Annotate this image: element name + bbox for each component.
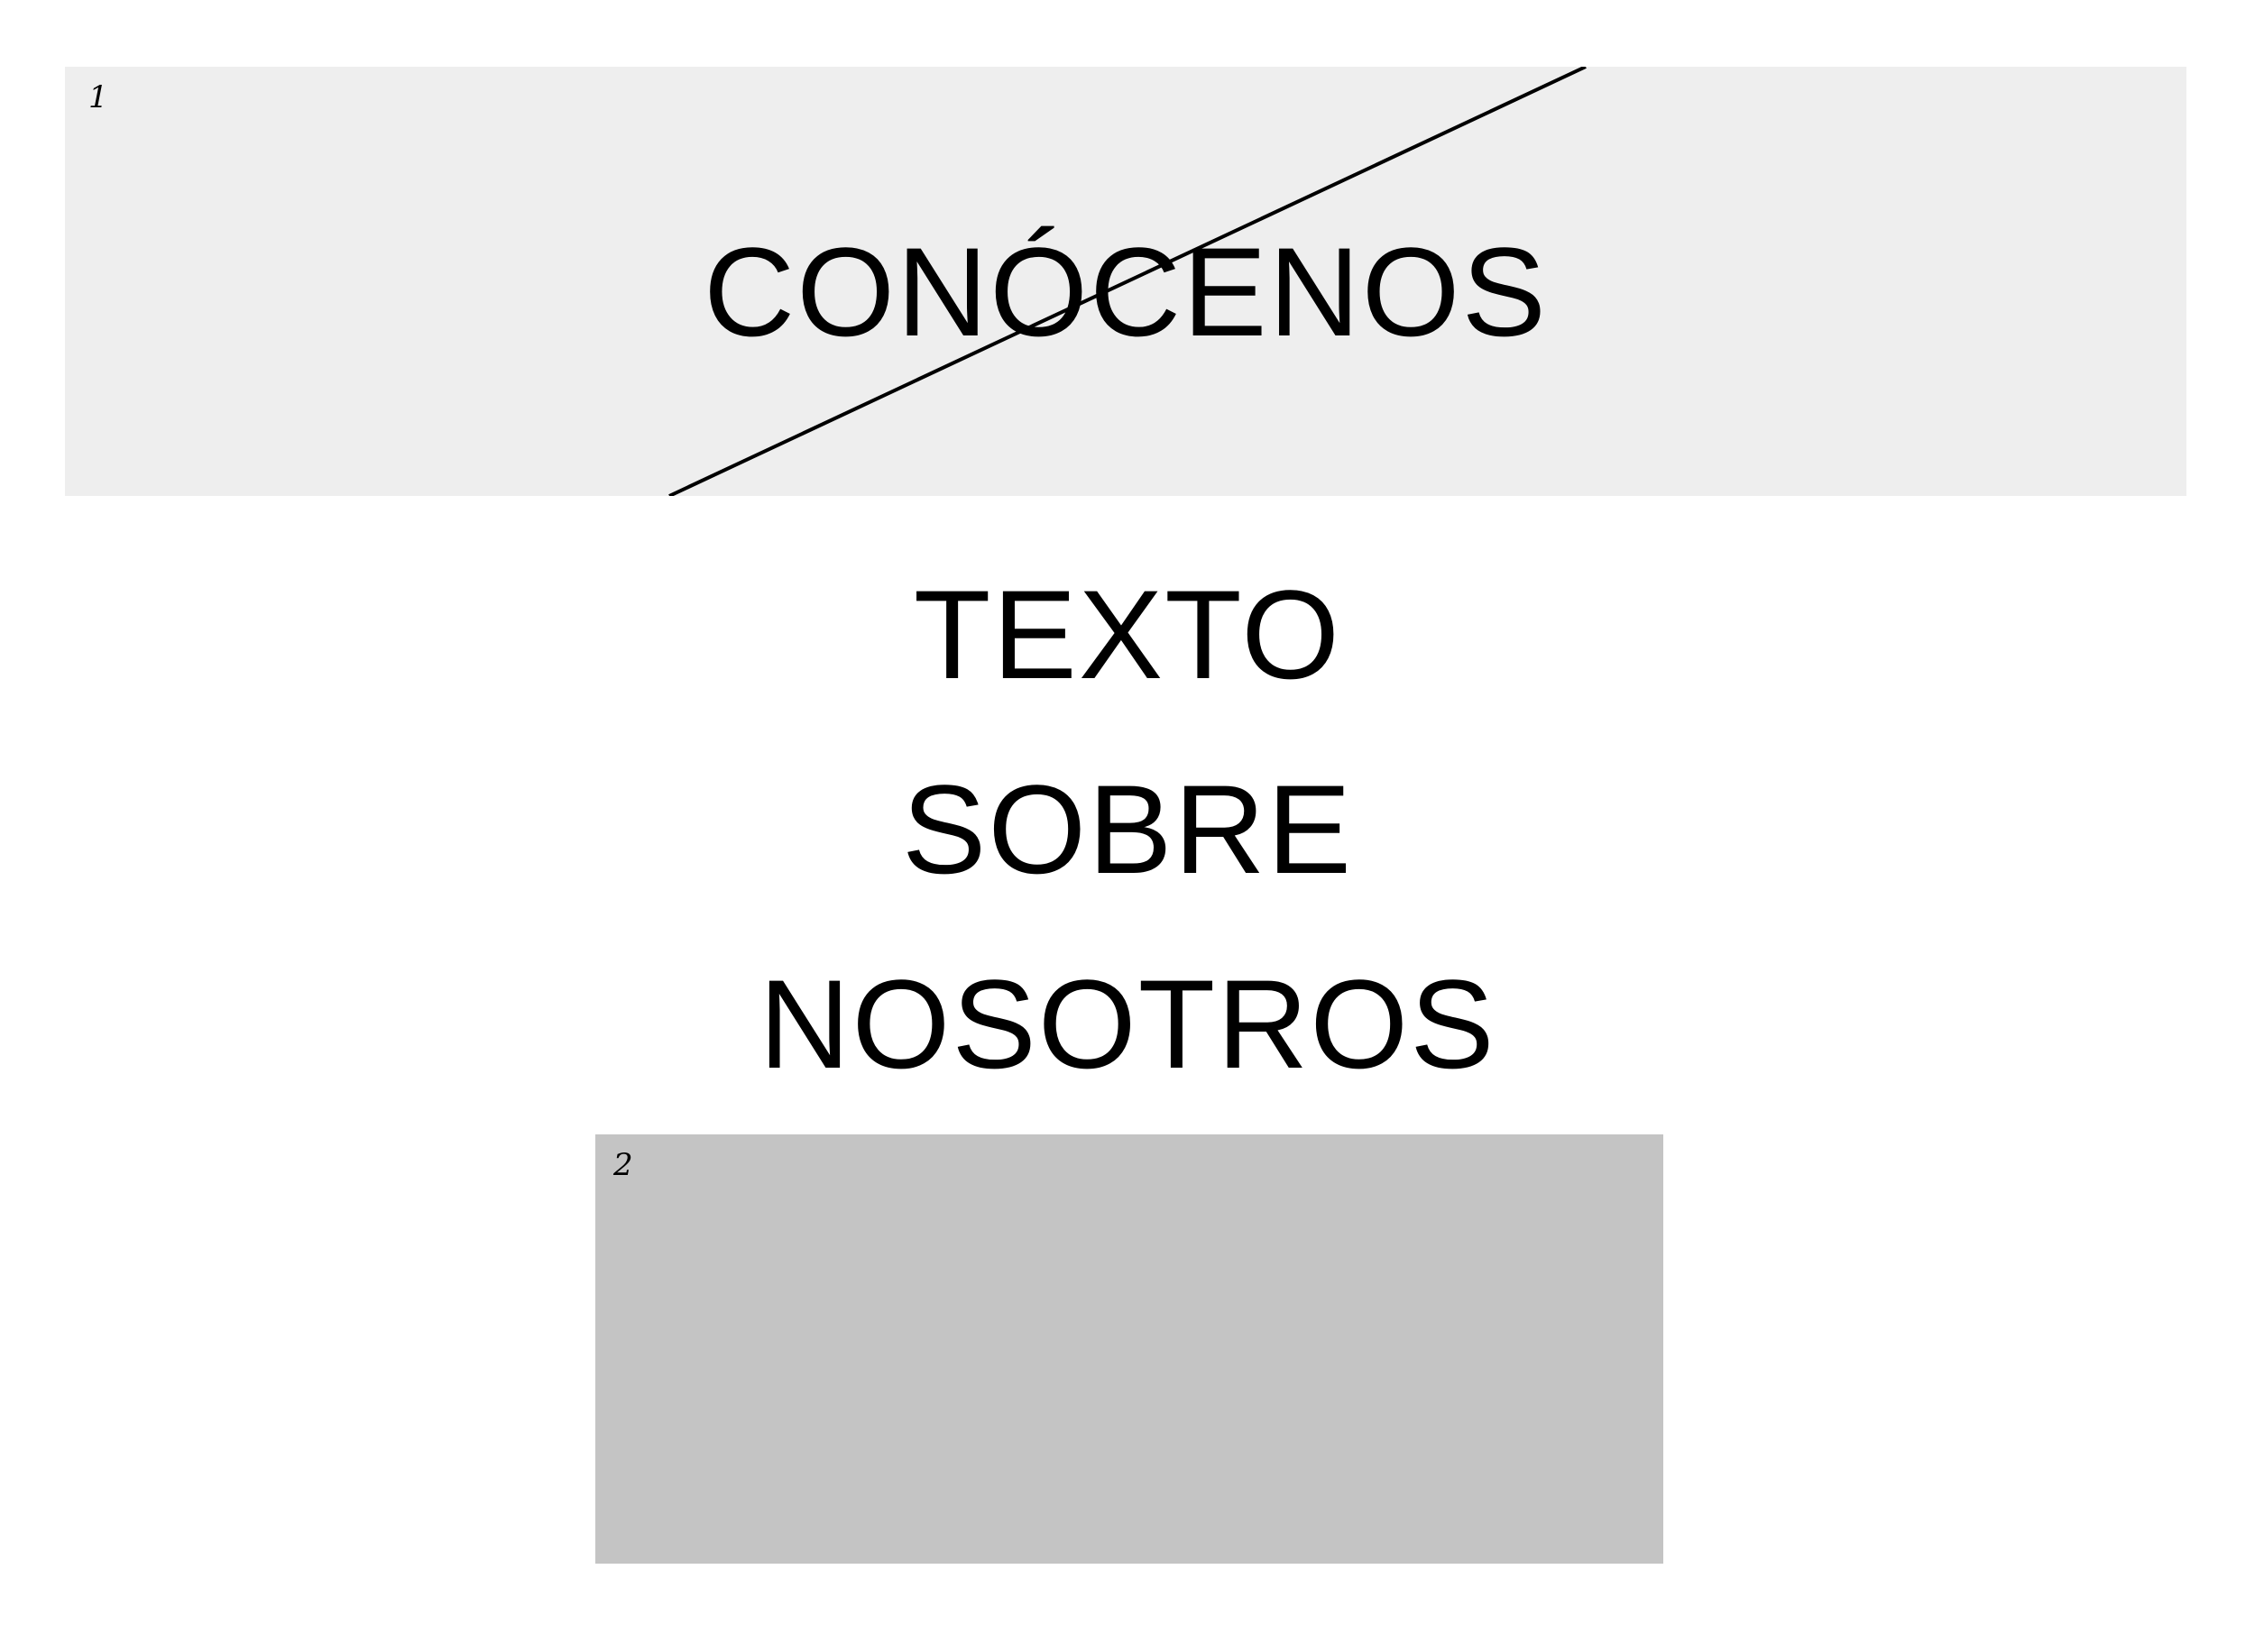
about-line-2: SOBRE bbox=[901, 758, 1354, 900]
about-line-3: NOSOTROS bbox=[759, 953, 1496, 1095]
hero-index-number: 1 bbox=[88, 79, 108, 115]
image-placeholder bbox=[595, 1134, 1663, 1564]
hero-title: CONÓCENOS bbox=[704, 221, 1548, 363]
placeholder-index-number: 2 bbox=[613, 1147, 633, 1183]
hero-banner bbox=[65, 67, 2186, 496]
about-text-block bbox=[0, 537, 2255, 1122]
about-line-1: TEXTO bbox=[913, 564, 1342, 705]
